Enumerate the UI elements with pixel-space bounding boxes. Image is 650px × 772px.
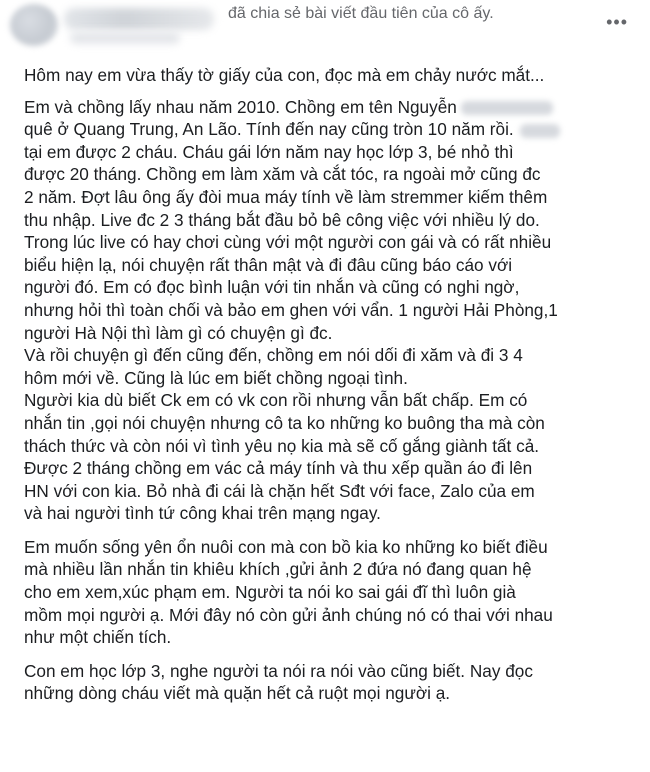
post-paragraph-3 — [24, 660, 636, 705]
post-paragraph-1 — [24, 96, 636, 525]
text-line: nhưng hỏi thì toàn chối và bảo em ghen với vẩn. 1 người Hải Phòng,1 — [24, 299, 558, 320]
text-line: những dòng cháu viết mà quặn hết cả ruột mọi người ạ. — [24, 683, 451, 704]
text-line: Em và chồng lấy nhau năm 2010. Chồng em tên Nguyễn — [24, 96, 636, 119]
text-line: hôm mới về. Cũng là lúc em biết chồng ngoại tình. — [24, 367, 408, 388]
text-line: cho em xem,xúc phạm em. Người ta nói ko sai gái đĩ thì luôn già — [24, 582, 516, 603]
text-line: Người kia dù biết Ck em có vk con rồi nhưng vẫn bất chấp. Em có — [24, 390, 528, 411]
text-line: người đó. Em có đọc bình luận với tin nhắn và cũng có nghi ngờ, — [24, 277, 520, 298]
text-line: và hai người tình tứ công khai trên mạng ngay. — [24, 503, 381, 524]
post-first-line: Hôm nay em vừa thấy tờ giấy của con, đọc mà em chảy nước mắt... — [24, 65, 545, 85]
post-header — [0, 0, 650, 52]
text-line: Con em học lớp 3, nghe người ta nói ra nói vào cũng biết. Nay đọc — [24, 660, 533, 681]
text-line: Được 2 tháng chồng em vác cả máy tính và thu xếp quần áo đi lên — [24, 458, 533, 479]
text-line: tại em được 2 cháu. Cháu gái lớn năm nay học lớp 3, bé nhỏ thì — [24, 141, 514, 162]
author-name-redacted[interactable] — [64, 8, 214, 30]
avatar[interactable] — [10, 4, 58, 46]
redacted-name — [461, 101, 553, 115]
text-line: như một chiến tích. — [24, 627, 172, 648]
post-paragraph-2 — [24, 536, 636, 649]
text-line: nhắn tin ,gọi nói chuyện nhưng cô ta ko những ko buông tha mà còn — [24, 412, 545, 433]
post-body — [24, 64, 636, 716]
text-line: HN với con kia. Bỏ nhà đi cái là chặn hết Sđt với face, Zalo của em — [24, 480, 535, 501]
text-line: được 20 tháng. Chồng em làm xăm và cắt tóc, ra ngoài mở cũng đc — [24, 164, 541, 185]
text-line: người Hà Nội thì làm gì có chuyện gì đc. — [24, 322, 333, 343]
text-line: mà nhiều lần nhắn tin khiêu khích ,gửi ảnh 2 đứa nó đang quan hệ — [24, 559, 532, 580]
text-line: Và rồi chuyện gì đến cũng đến, chồng em nói dối đi xăm và đi 3 4 — [24, 345, 523, 366]
text-line: 2 năm. Đợt lâu ông ấy đòi mua máy tính về làm stremmer kiếm thêm — [24, 186, 548, 207]
text-line: Trong lúc live có hay chơi cùng với một người con gái và có rất nhiều — [24, 232, 552, 253]
redacted-text — [520, 124, 560, 138]
text-line: thu nhập. Live đc 2 3 tháng bắt đầu bỏ bê công việc với nhiều lý do. — [24, 209, 540, 230]
more-options-icon[interactable]: ••• — [606, 12, 628, 32]
text-line: mồm mọi người ạ. Mới đây nó còn gửi ảnh chúng nó có thai với nhau — [24, 604, 553, 625]
text-line: biểu hiện lạ, nói chuyện rất thân mật và đi đâu cũng báo cáo với — [24, 254, 513, 275]
text-line: thách thức và còn nói vì tình yêu nọ kia mà sẽ cố gắng giành tất cả. — [24, 435, 540, 456]
text-line: Em muốn sống yên ổn nuôi con mà con bồ kia ko những ko biết điều — [24, 536, 548, 557]
text-line: quê ở Quang Trung, An Lão. Tính đến nay cũng tròn 10 năm rồi. — [24, 118, 636, 141]
post-action-text: đã chia sẻ bài viết đầu tiên của cô ấy. — [228, 5, 494, 22]
post-meta-redacted — [70, 32, 180, 44]
